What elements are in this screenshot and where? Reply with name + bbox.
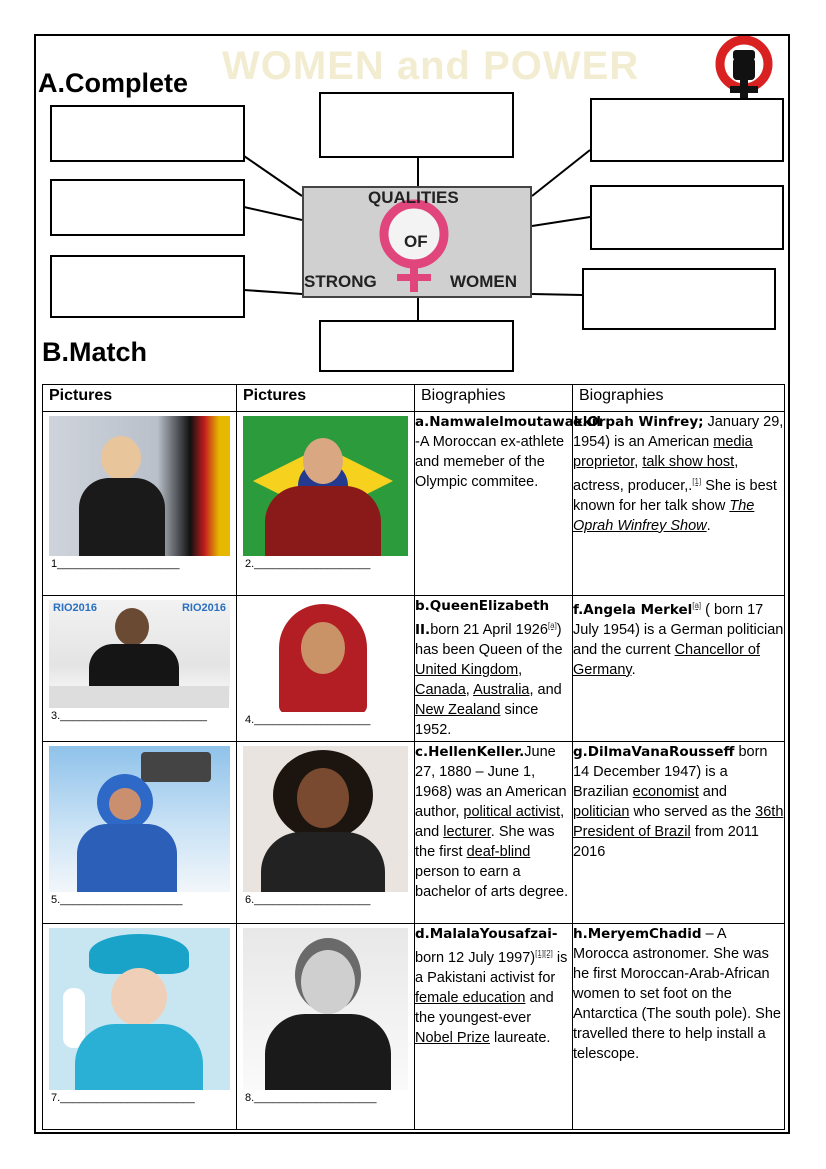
answer-box-2[interactable]: [319, 92, 514, 158]
bio-e-text-1: January 29, 1954) is an American: [573, 414, 784, 450]
bio-e-link-talk-show-host[interactable]: talk show host: [642, 454, 735, 470]
bio-g-text-1: born 14 December 1947) is a Brazilian: [573, 744, 768, 800]
bio-e-name: e.Orpah Winfrey;: [573, 414, 704, 430]
bio-d-link-nobel-prize[interactable]: Nobel Prize: [415, 1029, 490, 1046]
bio-h: [573, 924, 785, 1130]
header-pictures-1: Pictures: [43, 385, 237, 412]
bio-f-footnote[interactable]: [a]: [692, 601, 702, 610]
bio-c-link-lecturer[interactable]: lecturer: [443, 824, 491, 840]
answer-box-7[interactable]: [582, 268, 776, 330]
bio-f-name: f.Angela Merkel: [573, 601, 693, 618]
section-b-heading: B.Match: [42, 337, 148, 367]
photo-2: [243, 416, 408, 556]
answer-box-3[interactable]: [590, 98, 784, 162]
caption-4[interactable]: 4.___________________: [245, 714, 371, 726]
center-text-of: OF: [404, 232, 428, 251]
picture-cell-4: [237, 596, 415, 742]
bio-b-text-4: since 1952.: [415, 701, 539, 738]
bio-b-footnote[interactable]: [a]: [547, 621, 557, 630]
bio-g-link-36th[interactable]: 36th: [755, 804, 784, 820]
photo-6: [243, 746, 408, 892]
bio-f: f.Angela Merkel[a] ( born 17 July 1954) is a German politician and the current Chancellor of Germany.: [573, 596, 785, 742]
bio-c: [415, 742, 573, 924]
bio-b-link-uk[interactable]: United Kingdom: [415, 661, 519, 678]
bio-c-text-1: June 27, 1880 – June 1, 1968) was an American author,: [415, 744, 567, 820]
bio-g-link-president-brazil[interactable]: President of Brazil: [573, 824, 691, 840]
caption-5[interactable]: 5.____________________: [51, 894, 183, 906]
page-title: WOMEN and POWER: [222, 44, 640, 88]
picture-cell-5: [43, 742, 237, 924]
bio-b-link-new-zealand[interactable]: New Zealand: [415, 701, 501, 718]
photo-7: [49, 928, 230, 1090]
bio-a-name: a.Namwalelmoutawakkil: [415, 414, 602, 430]
caption-2[interactable]: 2.___________________: [245, 558, 371, 570]
caption-8[interactable]: 8.____________________: [245, 1092, 377, 1104]
bio-a: [415, 412, 602, 596]
header-biographies-2: Biographies: [573, 385, 785, 412]
bio-d-text-4: laureate.: [489, 1029, 551, 1046]
bio-b-name: b.QueenElizabeth II.: [415, 598, 550, 638]
picture-cell-1: [43, 412, 237, 596]
answer-box-4[interactable]: [50, 179, 245, 236]
bio-g: [573, 742, 785, 924]
bio-e-text-2: , actress, producer,.: [573, 454, 739, 494]
bio-b: b.QueenElizabeth II.born 21 April 1926[a]) has been Queen of the United Kingdom, Canada, Australia, and New Zealand since 1952.: [415, 596, 573, 742]
picture-cell-7: [43, 924, 237, 1130]
bio-g-link-economist[interactable]: economist: [632, 784, 699, 800]
center-concept-box: [302, 186, 532, 298]
photo-1: [49, 416, 230, 556]
bio-c-name: c.HellenKeller.: [415, 744, 525, 760]
header-pictures-2: Pictures: [237, 385, 415, 412]
bio-d-footnote[interactable]: [1][2]: [535, 949, 553, 958]
bio-e: e.Orpah Winfrey; January 29, 1954) is an American media proprietor, talk show host, actress, producer,.[1] She is best known for her talk show The Oprah Winfrey Show.: [573, 412, 785, 596]
caption-3[interactable]: 3.________________________: [51, 710, 207, 722]
bio-d-name: d.MalalaYousafzai-: [415, 926, 558, 942]
answer-box-1[interactable]: [50, 105, 245, 162]
bio-b-text-2: ) has been Queen of the: [415, 621, 563, 658]
picture-cell-2: [237, 412, 415, 596]
bio-b-link-canada[interactable]: Canada: [415, 681, 466, 698]
bio-b-text-1: born 21 April 1926: [430, 621, 548, 638]
bio-e-footnote[interactable]: [1]: [692, 477, 702, 486]
bio-g-text-3: who served as the: [629, 804, 756, 820]
bio-e-text-3: She is best known for her talk show: [573, 477, 777, 514]
bio-g-text-2: and: [698, 784, 727, 800]
bio-d-text-3: and the youngest-ever: [415, 989, 554, 1026]
bio-c-text-3: . She was the first: [415, 824, 555, 860]
match-table: [42, 384, 785, 1130]
caption-6[interactable]: 6.___________________: [245, 894, 371, 906]
bio-f-text-1: ( born 17 July 1954) is a German politician and the current: [573, 601, 784, 658]
bio-c-link-deaf-blind[interactable]: deaf-blind: [466, 844, 531, 860]
photo-4: [243, 600, 408, 712]
answer-box-6[interactable]: [50, 255, 245, 318]
bio-c-text-4: person to earn a bachelor of arts degree.: [415, 864, 569, 900]
bio-a-text: -A Moroccan ex-athlete and memeber of the Olympic commitee.: [415, 434, 565, 490]
bio-h-text-1: – A Morocca astronomer. She was he first Moroccan-Arab-African women to set foot on the Antarctica (The south pole). She travelled there to help install a telescope.: [573, 926, 781, 1062]
bio-d-text-1: born 12 July 1997): [415, 949, 536, 966]
caption-7[interactable]: 7.______________________: [51, 1092, 195, 1104]
center-text-women: WOMEN: [450, 272, 518, 291]
bio-e-link-media-proprietor[interactable]: media proprietor: [573, 434, 753, 470]
picture-cell-8: [237, 924, 415, 1130]
bio-c-text-2: , and: [415, 804, 565, 840]
answer-box-5[interactable]: [590, 185, 784, 250]
bio-b-text-3: , and: [529, 681, 562, 698]
photo-8: [243, 928, 408, 1090]
bio-g-text-4: from 2011 2016: [573, 824, 759, 860]
bio-b-link-australia[interactable]: Australia: [473, 681, 530, 698]
header-biographies-1: Biographies: [415, 385, 573, 412]
bio-d-text-2: is a Pakistani activist for: [415, 949, 568, 986]
bio-g-link-politician[interactable]: politician: [573, 804, 630, 820]
photo-3: RIO2016 RIO2016: [49, 600, 230, 708]
picture-cell-6: [237, 742, 415, 924]
bio-g-name: g.DilmaVanaRousseff: [573, 744, 735, 760]
center-text-qualities: QUALITIES: [368, 188, 459, 207]
section-a-heading: A.Complete: [38, 68, 189, 98]
bio-e-link-oprah-show[interactable]: The Oprah Winfrey Show: [573, 497, 755, 534]
bio-c-link-political-activist[interactable]: political activist: [463, 804, 561, 820]
bio-d: [415, 924, 573, 1130]
bio-h-name: h.MeryemChadid: [573, 926, 702, 942]
answer-box-8[interactable]: [319, 320, 514, 372]
caption-1[interactable]: 1____________________: [51, 558, 180, 570]
bio-d-link-female-education[interactable]: female education: [415, 989, 526, 1006]
photo-5: [49, 746, 230, 892]
bio-f-link-chancellor[interactable]: Chancellor of Germany: [573, 641, 761, 678]
center-text-strong: STRONG: [304, 272, 377, 291]
picture-cell-3: [43, 596, 237, 742]
